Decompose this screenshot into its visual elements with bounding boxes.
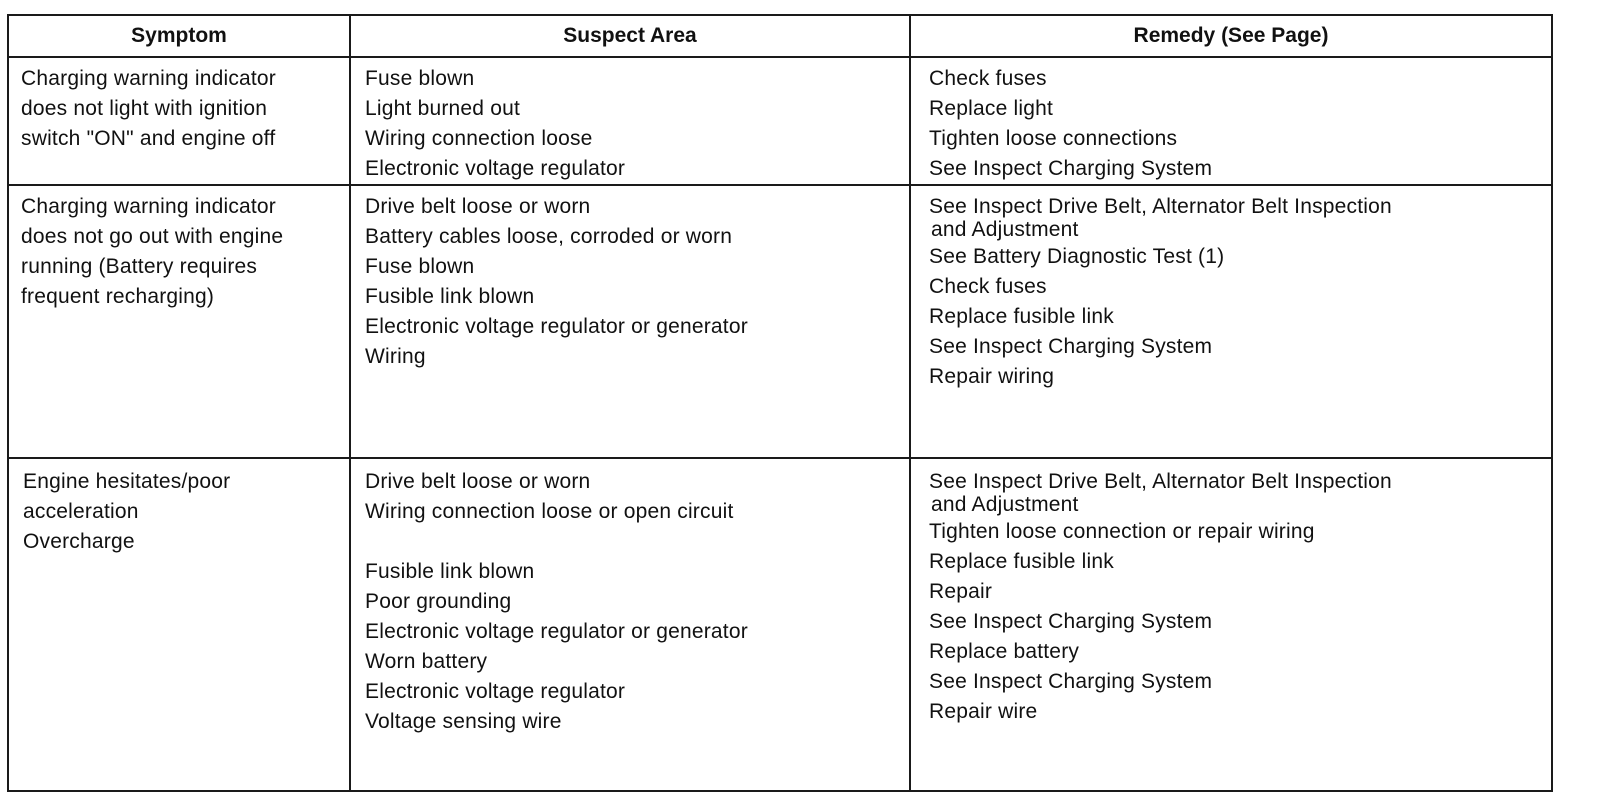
remedy-item: Repair wiring (929, 365, 1055, 388)
symptom-cell (8, 57, 350, 185)
symptom-line: does not go out with engine (21, 225, 284, 248)
remedy-item: Replace fusible link (929, 550, 1114, 573)
table-row (8, 57, 1552, 185)
remedy-item: See Inspect Charging System (929, 670, 1213, 693)
symptom-line: Charging warning indicator (21, 67, 277, 90)
suspect-area-list (365, 467, 903, 737)
remedy-item: Tighten loose connection or repair wiring (929, 520, 1315, 543)
remedy-item-continuation: and Adjustment (931, 218, 1079, 241)
remedy-item: See Inspect Charging System (929, 157, 1213, 180)
remedy-item: See Battery Diagnostic Test (1) (929, 245, 1225, 268)
remedy-item-continuation: and Adjustment (931, 493, 1079, 516)
remedy-item: Tighten loose connections (929, 127, 1178, 150)
symptom-text (21, 192, 343, 312)
suspect-area-item: Fusible link blown (365, 560, 535, 583)
remedy-item: Repair (929, 580, 993, 603)
table-body (8, 57, 1552, 791)
remedy-item: Replace light (929, 97, 1054, 120)
remedy-cell (910, 57, 1552, 185)
remedy-cell (910, 458, 1552, 791)
remedy-item: See Inspect Charging System (929, 335, 1213, 358)
symptom-line: acceleration (23, 500, 139, 523)
suspect-area-header: Suspect Area (350, 15, 910, 57)
symptom-line: Engine hesitates/poor (23, 470, 231, 493)
header-row (8, 15, 1552, 57)
table-header (8, 15, 1552, 57)
symptom-line: does not light with ignition (21, 97, 268, 120)
remedy-item: Replace fusible link (929, 305, 1114, 328)
symptom-cell (8, 185, 350, 458)
remedy-item: Check fuses (929, 67, 1047, 90)
suspect-area-item: Poor grounding (365, 590, 512, 613)
suspect-area-item: Electronic voltage regulator (365, 157, 626, 180)
symptom-line: switch "ON" and engine off (21, 127, 276, 150)
suspect-area-cell (350, 57, 910, 185)
suspect-area-item: Fuse blown (365, 67, 475, 90)
symptom-line: Overcharge (23, 530, 135, 553)
remedy-item: See Inspect Drive Belt, Alternator Belt Inspection (929, 195, 1392, 218)
remedy-item: See Inspect Charging System (929, 610, 1213, 633)
suspect-area-item: Wiring (365, 345, 426, 368)
symptom-line: frequent recharging) (21, 285, 215, 308)
remedy-list (929, 64, 1543, 184)
spacer (365, 527, 903, 557)
suspect-area-item: Wiring connection loose or open circuit (365, 500, 734, 523)
suspect-area-item: Light burned out (365, 97, 520, 120)
suspect-area-list (365, 64, 903, 184)
suspect-area-item: Fusible link blown (365, 285, 535, 308)
suspect-area-item: Worn battery (365, 650, 488, 673)
remedy-item: See Inspect Drive Belt, Alternator Belt Inspection (929, 470, 1392, 493)
suspect-area-item: Drive belt loose or worn (365, 470, 591, 493)
symptom-header: Symptom (8, 15, 350, 57)
remedy-list (929, 467, 1543, 727)
suspect-area-cell (350, 185, 910, 458)
symptom-line: running (Battery requires (21, 255, 258, 278)
symptom-line: Charging warning indicator (21, 195, 277, 218)
suspect-area-item: Voltage sensing wire (365, 710, 562, 733)
suspect-area-item: Electronic voltage regulator or generator (365, 620, 748, 643)
suspect-area-item: Battery cables loose, corroded or worn (365, 225, 733, 248)
suspect-area-item: Wiring connection loose (365, 127, 593, 150)
suspect-area-item: Electronic voltage regulator (365, 680, 626, 703)
remedy-header: Remedy (See Page) (910, 15, 1552, 57)
table-row (8, 458, 1552, 791)
remedy-list (929, 192, 1543, 392)
remedy-item: Repair wire (929, 700, 1038, 723)
suspect-area-item: Electronic voltage regulator or generator (365, 315, 748, 338)
suspect-area-item: Fuse blown (365, 255, 475, 278)
symptom-text (23, 467, 343, 557)
symptom-text (21, 64, 343, 154)
symptom-cell (8, 458, 350, 791)
suspect-area-item: Drive belt loose or worn (365, 195, 591, 218)
remedy-item: Check fuses (929, 275, 1047, 298)
troubleshooting-table (7, 14, 1553, 792)
table-row (8, 185, 1552, 458)
remedy-item: Replace battery (929, 640, 1080, 663)
suspect-area-list (365, 192, 903, 372)
suspect-area-cell (350, 458, 910, 791)
remedy-cell (910, 185, 1552, 458)
